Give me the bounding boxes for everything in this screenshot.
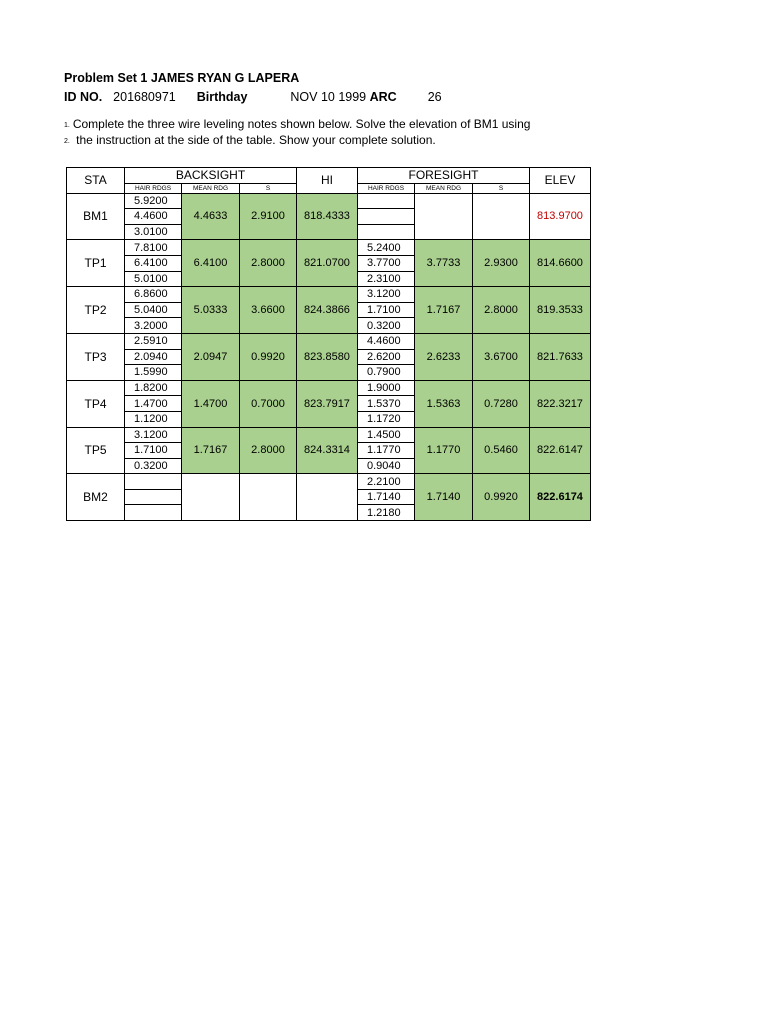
station-cell: TP3 xyxy=(67,333,125,380)
bs-hair-reading: 3.0100 xyxy=(125,224,182,240)
col-header-sta: STA xyxy=(67,168,125,194)
fs-hair-reading: 2.3100 xyxy=(358,271,415,287)
fs-hair-reading xyxy=(358,193,415,209)
station-cell: TP2 xyxy=(67,287,125,334)
bs-hair-reading: 3.1200 xyxy=(125,427,182,443)
fs-hair-reading: 4.4600 xyxy=(358,333,415,349)
table-row xyxy=(67,240,591,256)
table-row xyxy=(67,193,591,209)
subheader-bs-s: S xyxy=(240,183,297,193)
fs-hair-reading: 1.2180 xyxy=(358,505,415,521)
fs-stadia: 2.9300 xyxy=(473,240,530,287)
fs-hair-reading: 0.7900 xyxy=(358,365,415,381)
height-of-instrument xyxy=(297,474,358,521)
bs-stadia: 2.8000 xyxy=(240,427,297,474)
elevation: 822.6174 xyxy=(530,474,591,521)
station-cell: TP4 xyxy=(67,380,125,427)
fs-mean-reading: 3.7733 xyxy=(415,240,473,287)
instruction-1 xyxy=(64,117,530,131)
bs-hair-reading: 5.0100 xyxy=(125,271,182,287)
bs-hair-reading: 3.2000 xyxy=(125,318,182,334)
subheader-fs-mean-rdg: MEAN RDG xyxy=(415,183,473,193)
fs-hair-reading: 1.1770 xyxy=(358,443,415,459)
bs-hair-reading: 1.7100 xyxy=(125,443,182,459)
fs-hair-reading xyxy=(358,224,415,240)
instruction-2 xyxy=(64,133,436,147)
bs-stadia: 3.6600 xyxy=(240,287,297,334)
fs-hair-reading: 1.7140 xyxy=(358,489,415,505)
table-row xyxy=(67,287,591,303)
fs-hair-reading xyxy=(358,209,415,225)
elevation: 819.3533 xyxy=(530,287,591,334)
station-cell: TP5 xyxy=(67,427,125,474)
fs-hair-reading: 3.7700 xyxy=(358,255,415,271)
birthday-value: NOV 10 1999 xyxy=(290,90,367,104)
elevation: 822.6147 xyxy=(530,427,591,474)
height-of-instrument: 821.0700 xyxy=(297,240,358,287)
bs-hair-reading: 2.5910 xyxy=(125,333,182,349)
subheader-fs-hair-rdgs: HAIR RDGS xyxy=(358,183,415,193)
elevation: 813.9700 xyxy=(530,193,591,240)
bs-hair-reading: 2.0940 xyxy=(125,349,182,365)
col-header-elev: ELEV xyxy=(530,168,591,194)
height-of-instrument: 823.8580 xyxy=(297,333,358,380)
height-of-instrument: 818.4333 xyxy=(297,193,358,240)
subheader-fs-s: S xyxy=(473,183,530,193)
elevation: 821.7633 xyxy=(530,333,591,380)
fs-hair-reading: 3.1200 xyxy=(358,287,415,303)
bs-mean-reading: 6.4100 xyxy=(182,240,240,287)
bs-mean-reading: 1.4700 xyxy=(182,380,240,427)
table-row xyxy=(67,474,591,490)
problem-set-label: Problem Set 1 xyxy=(64,71,148,85)
height-of-instrument: 824.3866 xyxy=(297,287,358,334)
arc-label: ARC xyxy=(369,90,397,104)
bs-mean-reading: 4.4633 xyxy=(182,193,240,240)
fs-hair-reading: 2.2100 xyxy=(358,474,415,490)
leveling-notes-table xyxy=(66,167,591,521)
header-row xyxy=(67,168,591,184)
fs-mean-reading: 1.7167 xyxy=(415,287,473,334)
fs-stadia: 2.8000 xyxy=(473,287,530,334)
subheader-bs-hair-rdgs: HAIR RDGS xyxy=(125,183,182,193)
id-label: ID NO. xyxy=(64,90,103,104)
bs-stadia: 2.9100 xyxy=(240,193,297,240)
col-header-hi: HI xyxy=(297,168,358,194)
instruction-number: 2. xyxy=(64,138,70,145)
bs-hair-reading: 1.5990 xyxy=(125,365,182,381)
station-cell: TP1 xyxy=(67,240,125,287)
problem-title-line xyxy=(64,71,299,85)
bs-hair-reading: 7.8100 xyxy=(125,240,182,256)
height-of-instrument: 823.7917 xyxy=(297,380,358,427)
bs-hair-reading xyxy=(125,474,182,490)
bs-hair-reading: 6.8600 xyxy=(125,287,182,303)
fs-stadia xyxy=(473,193,530,240)
bs-hair-reading: 0.3200 xyxy=(125,458,182,474)
fs-mean-reading xyxy=(415,193,473,240)
fs-hair-reading: 1.4500 xyxy=(358,427,415,443)
bs-stadia xyxy=(240,474,297,521)
fs-mean-reading: 1.1770 xyxy=(415,427,473,474)
bs-mean-reading: 1.7167 xyxy=(182,427,240,474)
bs-hair-reading: 1.1200 xyxy=(125,411,182,427)
fs-hair-reading: 2.6200 xyxy=(358,349,415,365)
bs-hair-reading: 1.4700 xyxy=(125,396,182,412)
bs-mean-reading: 5.0333 xyxy=(182,287,240,334)
station-cell: BM1 xyxy=(67,193,125,240)
fs-stadia: 0.7280 xyxy=(473,380,530,427)
bs-mean-reading: 2.0947 xyxy=(182,333,240,380)
fs-mean-reading: 2.6233 xyxy=(415,333,473,380)
arc-value: 26 xyxy=(427,90,442,104)
instruction-text: Complete the three wire leveling notes shown below. Solve the elevation of BM1 using xyxy=(72,117,531,131)
height-of-instrument: 824.3314 xyxy=(297,427,358,474)
bs-hair-reading: 1.8200 xyxy=(125,380,182,396)
instruction-text: the instruction at the side of the table. Show your complete solution. xyxy=(72,133,436,147)
fs-hair-reading: 1.5370 xyxy=(358,396,415,412)
fs-hair-reading: 1.9000 xyxy=(358,380,415,396)
bs-stadia: 0.9920 xyxy=(240,333,297,380)
subheader-bs-mean-rdg: MEAN RDG xyxy=(182,183,240,193)
fs-hair-reading: 0.9040 xyxy=(358,458,415,474)
table-row xyxy=(67,380,591,396)
bs-hair-reading xyxy=(125,489,182,505)
bs-hair-reading: 4.4600 xyxy=(125,209,182,225)
student-info-line xyxy=(64,90,442,104)
col-header-backsight: BACKSIGHT xyxy=(125,168,297,184)
table-row xyxy=(67,427,591,443)
col-header-foresight: FORESIGHT xyxy=(358,168,530,184)
birthday-label: Birthday xyxy=(196,90,248,104)
bs-mean-reading xyxy=(182,474,240,521)
student-name: JAMES RYAN G LAPERA xyxy=(150,71,300,85)
fs-mean-reading: 1.5363 xyxy=(415,380,473,427)
fs-stadia: 3.6700 xyxy=(473,333,530,380)
fs-hair-reading: 1.1720 xyxy=(358,411,415,427)
fs-hair-reading: 0.3200 xyxy=(358,318,415,334)
bs-hair-reading: 5.9200 xyxy=(125,193,182,209)
bs-hair-reading: 5.0400 xyxy=(125,302,182,318)
fs-stadia: 0.5460 xyxy=(473,427,530,474)
instruction-number: 1. xyxy=(64,122,70,129)
fs-mean-reading: 1.7140 xyxy=(415,474,473,521)
fs-hair-reading: 1.7100 xyxy=(358,302,415,318)
fs-hair-reading: 5.2400 xyxy=(358,240,415,256)
bs-stadia: 0.7000 xyxy=(240,380,297,427)
id-value: 201680971 xyxy=(113,90,176,104)
fs-stadia: 0.9920 xyxy=(473,474,530,521)
elevation: 822.3217 xyxy=(530,380,591,427)
bs-stadia: 2.8000 xyxy=(240,240,297,287)
bs-hair-reading: 6.4100 xyxy=(125,255,182,271)
elevation: 814.6600 xyxy=(530,240,591,287)
station-cell: BM2 xyxy=(67,474,125,521)
bs-hair-reading xyxy=(125,505,182,521)
table-row xyxy=(67,333,591,349)
